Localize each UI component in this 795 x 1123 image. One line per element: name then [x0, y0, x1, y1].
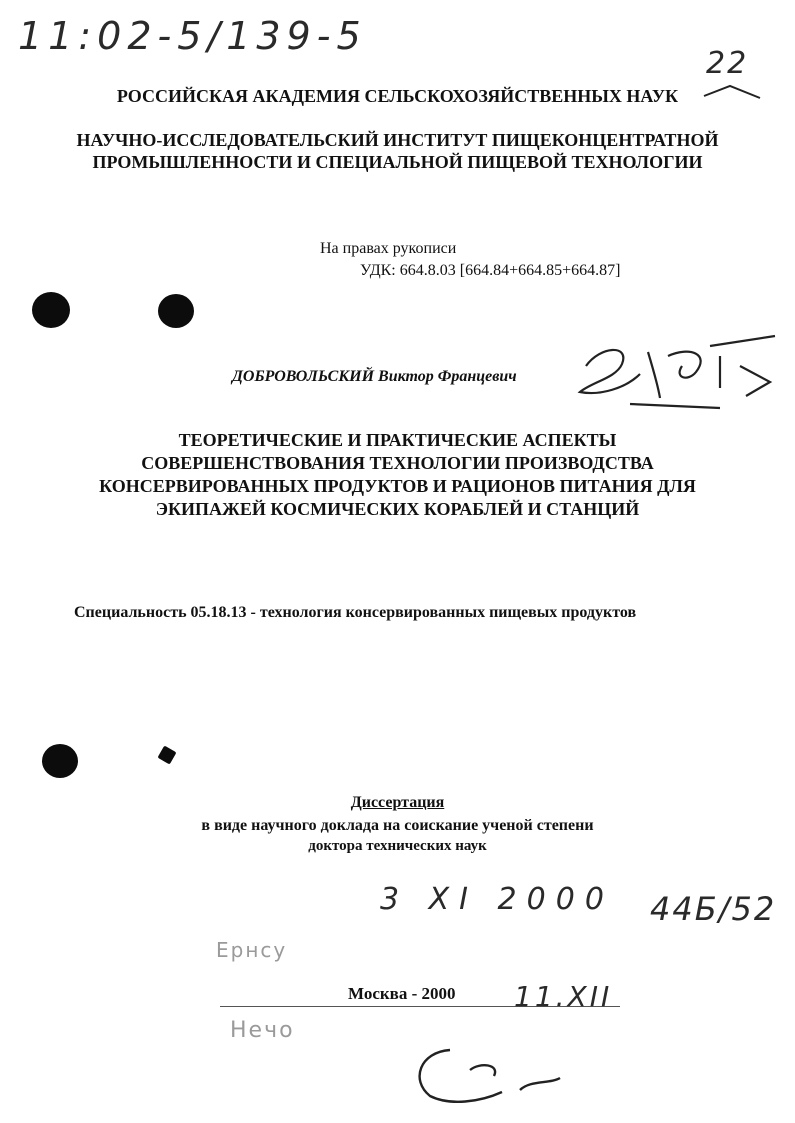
author-signature	[570, 326, 785, 416]
handwritten-stamp-note: 11.XII	[514, 980, 613, 1013]
dissertation-title-line2: СОВЕРШЕНСТВОВАНИЯ ТЕХНОЛОГИИ ПРОИЗВОДСТВА	[141, 453, 654, 473]
dissertation-title-line1: ТЕОРЕТИЧЕСКИЕ И ПРАКТИЧЕСКИЕ АСПЕКТЫ	[178, 430, 617, 450]
city-year: Москва - 2000	[348, 984, 456, 1003]
handwritten-date: 3 XI 2000	[380, 882, 614, 917]
dissertation-title-line4: ЭКИПАЖЕЙ КОСМИЧЕСКИХ КОРАБЛЕЙ И СТАНЦИЙ	[155, 499, 640, 519]
academic-degree: доктора технических наук	[308, 838, 487, 854]
punch-hole-blot	[32, 292, 70, 328]
page-number-handwritten: 22	[706, 46, 749, 81]
punch-hole-blot	[158, 294, 194, 328]
bottom-handwriting	[410, 1040, 600, 1110]
handwritten-registry-number: 44Б/52	[650, 890, 777, 928]
institute-name-line2: ПРОМЫШЛЕННОСТИ И СПЕЦИАЛЬНОЙ ПИЩЕВОЙ ТЕХНОЛОГИИ	[92, 152, 703, 172]
author-name: ДОБРОВОЛЬСКИЙ Виктор Францевич	[232, 368, 517, 385]
work-type: Диссертация	[350, 794, 445, 811]
udc-code: УДК: 664.8.03 [664.84+664.85+664.87]	[360, 262, 621, 279]
faint-stamp-text: Ернсу	[216, 938, 288, 962]
work-form: в виде научного доклада на соискание ученой степени	[201, 817, 594, 834]
punch-hole-blot	[42, 744, 78, 778]
faint-stamp-text: Нечо	[230, 1018, 295, 1043]
academy-name: РОССИЙСКАЯ АКАДЕМИЯ СЕЛЬСКОХОЗЯЙСТВЕННЫХ НАУК	[116, 86, 679, 106]
archive-number-handwritten: 11:02-5/139-5	[18, 14, 367, 58]
punch-hole-blot	[157, 745, 176, 764]
institute-name-line1: НАУЧНО-ИССЛЕДОВАТЕЛЬСКИЙ ИНСТИТУТ ПИЩЕКОНЦЕНТРАТНОЙ	[76, 130, 719, 150]
specialty-line: Специальность 05.18.13 - технология консервированных пищевых продуктов	[74, 604, 637, 621]
manuscript-rights: На правах рукописи	[320, 240, 457, 257]
dissertation-title-line3: КОНСЕРВИРОВАННЫХ ПРОДУКТОВ И РАЦИОНОВ ПИТАНИЯ ДЛЯ	[99, 476, 696, 496]
